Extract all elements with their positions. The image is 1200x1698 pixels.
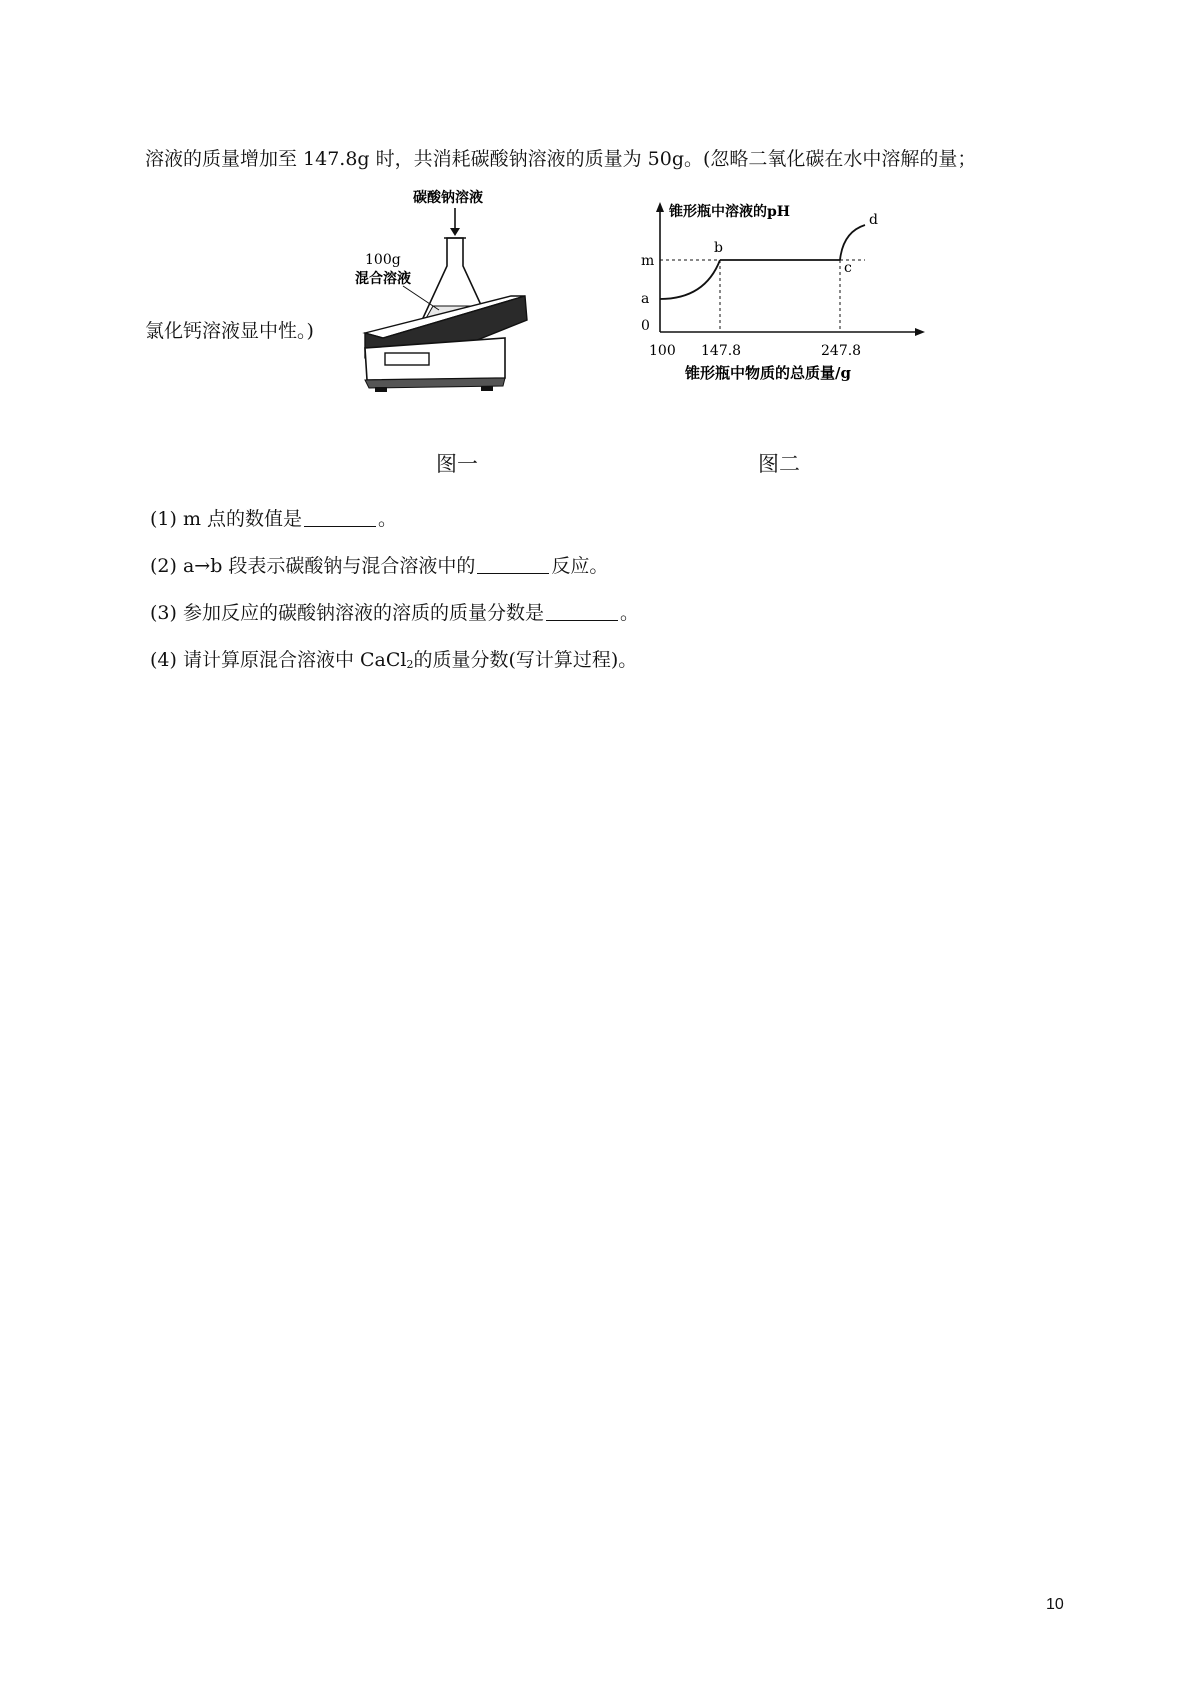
question-3-end: 。	[619, 602, 639, 624]
page-number: 10	[1046, 1596, 1064, 1613]
balance-display	[385, 353, 429, 365]
question-4	[150, 647, 637, 678]
mass-100g-label: 100g	[365, 252, 401, 268]
point-label-d: d	[869, 212, 878, 228]
question-2-end: 反应。	[551, 555, 609, 577]
x-axis-title: 锥形瓶中物质的总质量/g	[685, 364, 851, 382]
answer-blank-1[interactable]	[304, 508, 376, 527]
answer-blank-2[interactable]	[477, 555, 549, 574]
point-label-b: b	[714, 240, 723, 256]
balance-foot-right	[481, 386, 493, 391]
x-axis-arrow	[915, 328, 925, 336]
mixed-solution-label: 混合溶液	[355, 271, 411, 287]
x-tick-147-8: 147.8	[701, 343, 742, 359]
x-tick-100: 100	[649, 343, 676, 359]
figure-2-caption: 图二	[758, 452, 800, 476]
series-line-cd	[840, 225, 865, 260]
question-2	[150, 553, 608, 579]
series-line-ab	[660, 260, 720, 299]
y-tick-m: m	[641, 253, 655, 269]
question-2-text: (2) a→b 段表示碳酸钠与混合溶液中的	[150, 555, 476, 577]
y-tick-a: a	[641, 291, 650, 307]
sodium-carbonate-label: 碳酸钠溶液	[413, 190, 483, 206]
y-axis-arrow	[656, 202, 664, 212]
question-1-text: (1) m 点的数值是	[150, 508, 303, 530]
figure-1-caption: 图一	[436, 452, 478, 476]
question-1	[150, 506, 397, 532]
question-4-end: 的质量分数(写计算过程)。	[413, 649, 638, 671]
question-1-end: 。	[378, 508, 398, 530]
intro-text-line2: 氯化钙溶液显中性。)	[145, 320, 314, 342]
balance-foot-left	[375, 387, 387, 392]
question-4-text: (4) 请计算原混合溶液中 CaCl	[150, 649, 407, 671]
dropping-arrow-head	[450, 228, 460, 236]
question-3	[150, 600, 639, 626]
question-3-text: (3) 参加反应的碳酸钠溶液的溶质的质量分数是	[150, 602, 544, 624]
y-axis-title: 锥形瓶中溶液的pH	[669, 204, 791, 220]
x-tick-247-8: 247.8	[821, 343, 862, 359]
question-4-subscript: 2	[406, 658, 414, 671]
figure-1-apparatus	[355, 188, 577, 420]
answer-blank-3[interactable]	[546, 602, 618, 621]
intro-text-line1: 溶液的质量增加至 147.8g 时，共消耗碳酸钠溶液的质量为 50g。(忽略二氧化碳在水中溶解的量；	[145, 148, 977, 170]
y-tick-0: 0	[641, 318, 650, 334]
point-label-c: c	[844, 260, 852, 276]
figure-2-ph-chart	[625, 200, 945, 422]
